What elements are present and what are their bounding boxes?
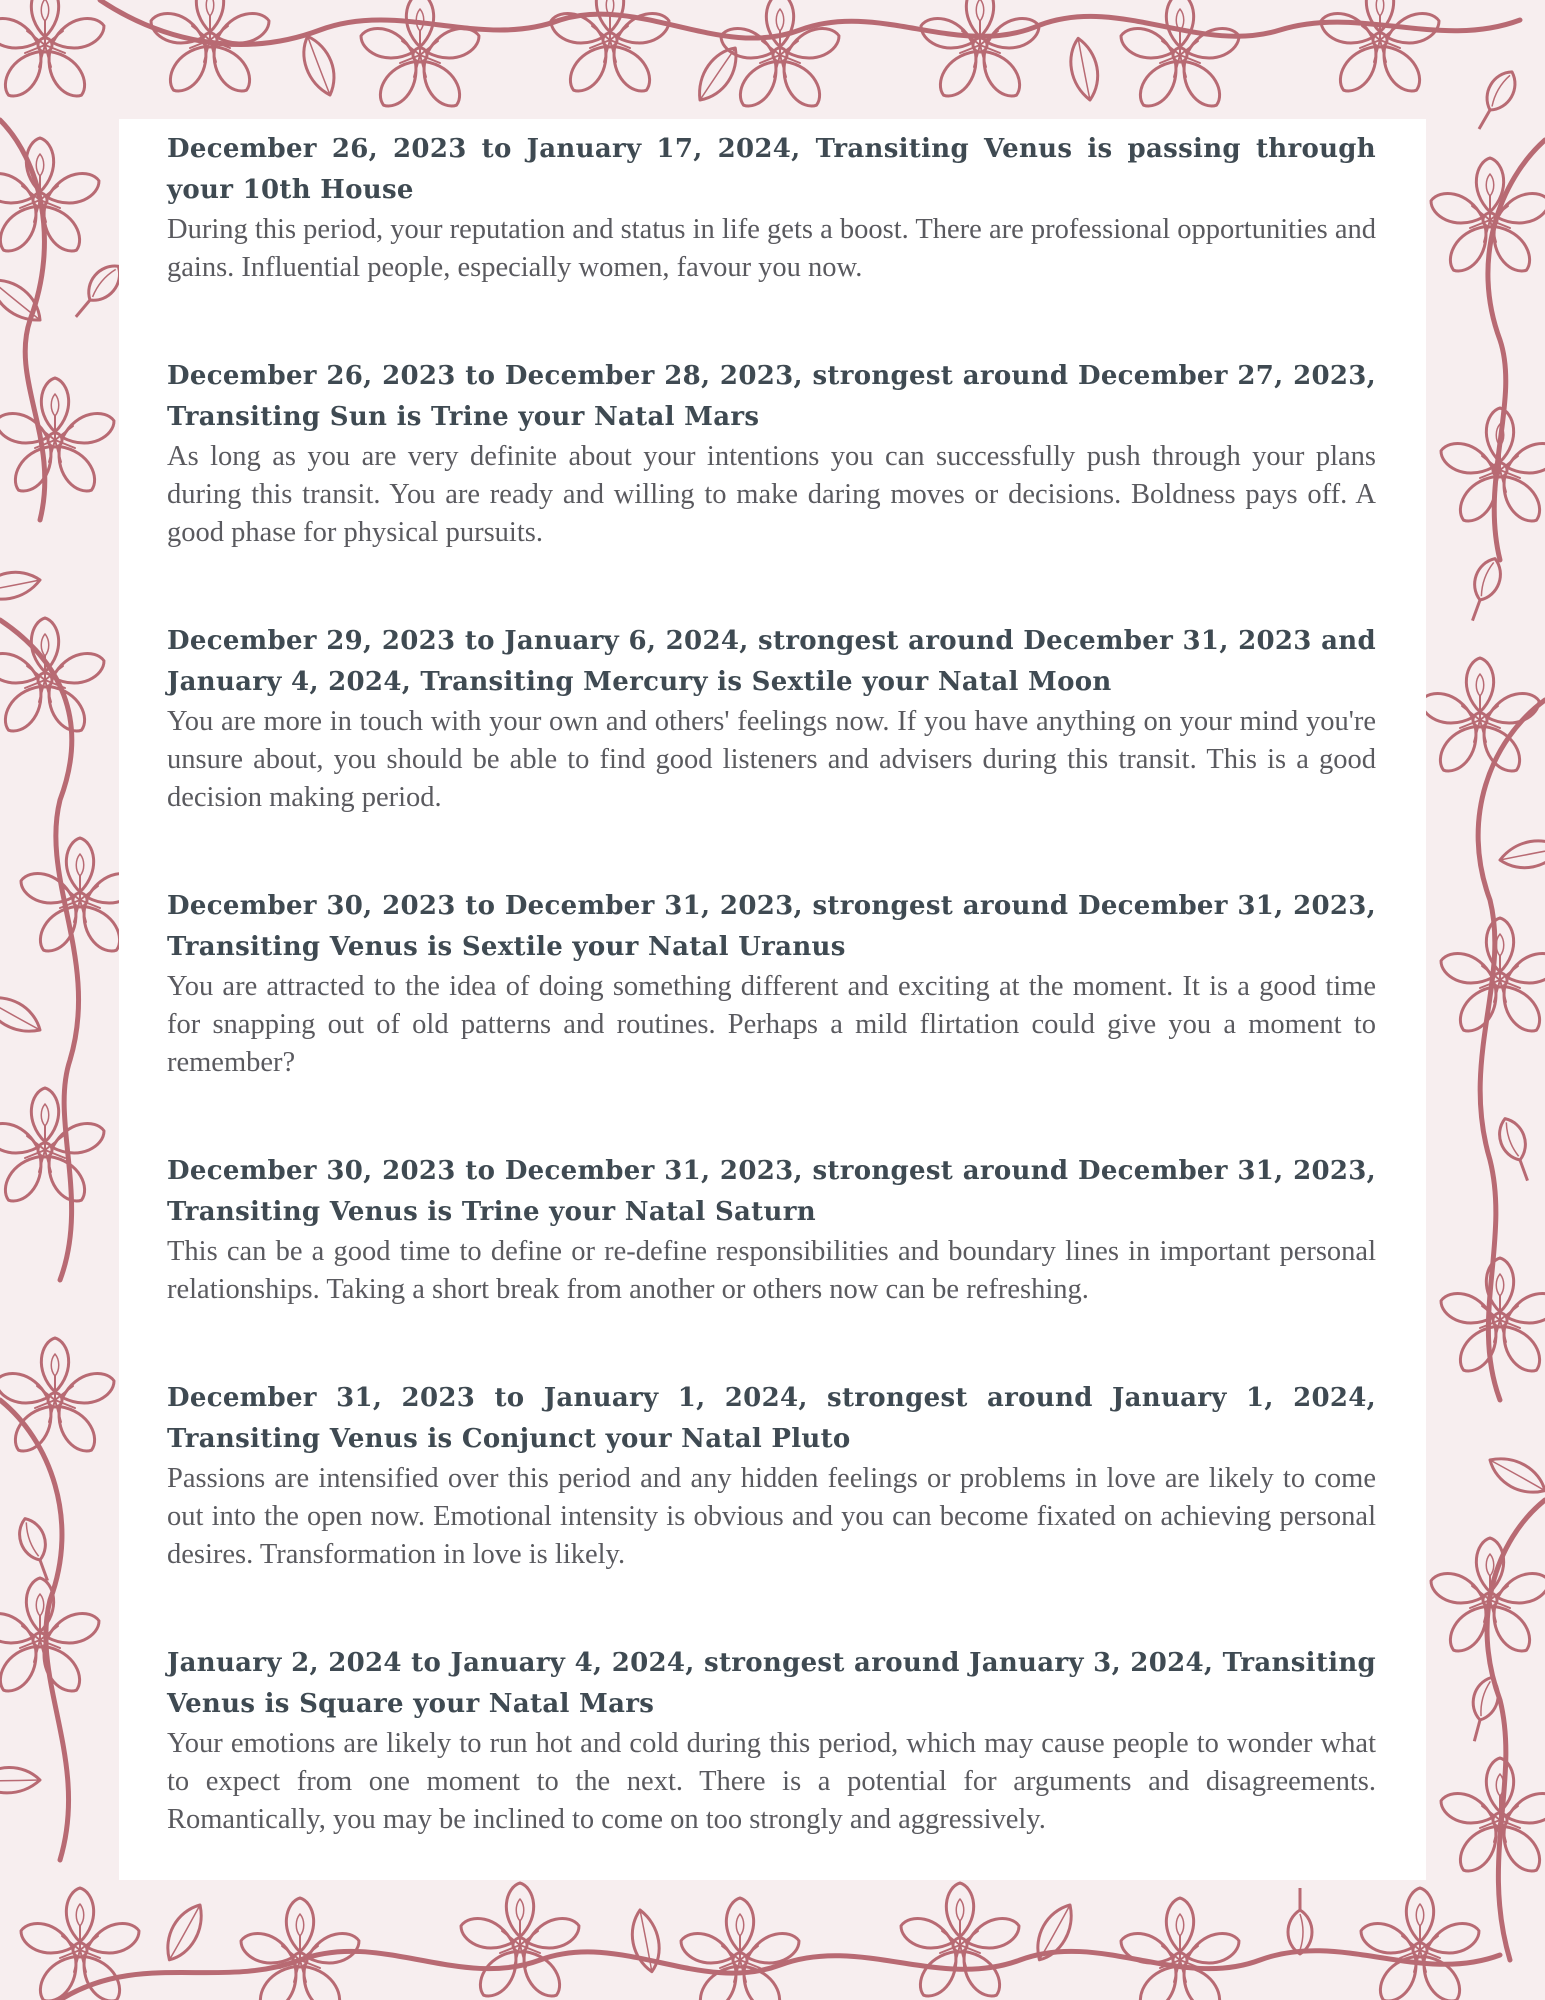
transit-description: You are attracted to the idea of doing something different and exciting at the moment. It is a good time for snapping out of old patterns and routines. Perhaps a mild flirtation could give you a moment to remember? xyxy=(167,971,1376,1078)
transit-entry xyxy=(167,621,1376,817)
transit-entry xyxy=(167,1151,1376,1309)
transit-title: December 30, 2023 to December 31, 2023, strongest around December 31, 2023, Transiting Venus is Sextile your Natal Uranus xyxy=(167,891,1376,962)
transit-title: December 26, 2023 to December 28, 2023, strongest around December 27, 2023, Transiting Sun is Trine your Natal Mars xyxy=(167,361,1376,432)
transit-title: December 31, 2023 to January 1, 2024, strongest around January 1, 2024, Transiting Venus is Conjunct your Natal Pluto xyxy=(167,1383,1376,1454)
transit-entry xyxy=(167,1378,1376,1574)
transit-entry xyxy=(167,356,1376,552)
transit-description: You are more in touch with your own and others' feelings now. If you have anything on your mind you're unsure about, you should be able to find good listeners and advisers during this transit. This is a good decision making period. xyxy=(167,706,1376,813)
transit-entry xyxy=(167,886,1376,1082)
transit-title: January 2, 2024 to January 4, 2024, strongest around January 3, 2024, Transiting Venus is Square your Natal Mars xyxy=(167,1648,1376,1719)
transit-title: December 29, 2023 to January 6, 2024, strongest around December 31, 2023 and January 4, 2024, Transiting Mercury is Sextile your Natal Moon xyxy=(167,626,1376,697)
transit-entry xyxy=(167,129,1376,287)
transit-title: December 30, 2023 to December 31, 2023, strongest around December 31, 2023, Transiting Venus is Trine your Natal Saturn xyxy=(167,1156,1376,1227)
transit-description: Your emotions are likely to run hot and cold during this period, which may cause people to wonder what to expect from one moment to the next. There is a potential for arguments and disagreements. Romantically, you may be inclined to come on too strongly and aggressively. xyxy=(167,1728,1376,1835)
transit-description: This can be a good time to define or re-define responsibilities and boundary lines in important personal relationships. Taking a short break from another or others now can be refreshing. xyxy=(167,1236,1376,1305)
transit-description: As long as you are very definite about your intentions you can successfully push through your plans during this transit. You are ready and willing to make daring moves or decisions. Boldness pays off. A good phase for physical pursuits. xyxy=(167,441,1376,548)
transit-description: Passions are intensified over this period and any hidden feelings or problems in love are likely to come out into the open now. Emotional intensity is obvious and you can become fixated on achieving personal desires. Transformation in love is likely. xyxy=(167,1463,1376,1570)
content-panel xyxy=(119,119,1426,1880)
transit-entry xyxy=(167,1643,1376,1839)
transit-title: December 26, 2023 to January 17, 2024, Transiting Venus is passing through your 10th House xyxy=(167,134,1376,205)
transit-description: During this period, your reputation and status in life gets a boost. There are professional opportunities and gains. Influential people, especially women, favour you now. xyxy=(167,214,1376,283)
